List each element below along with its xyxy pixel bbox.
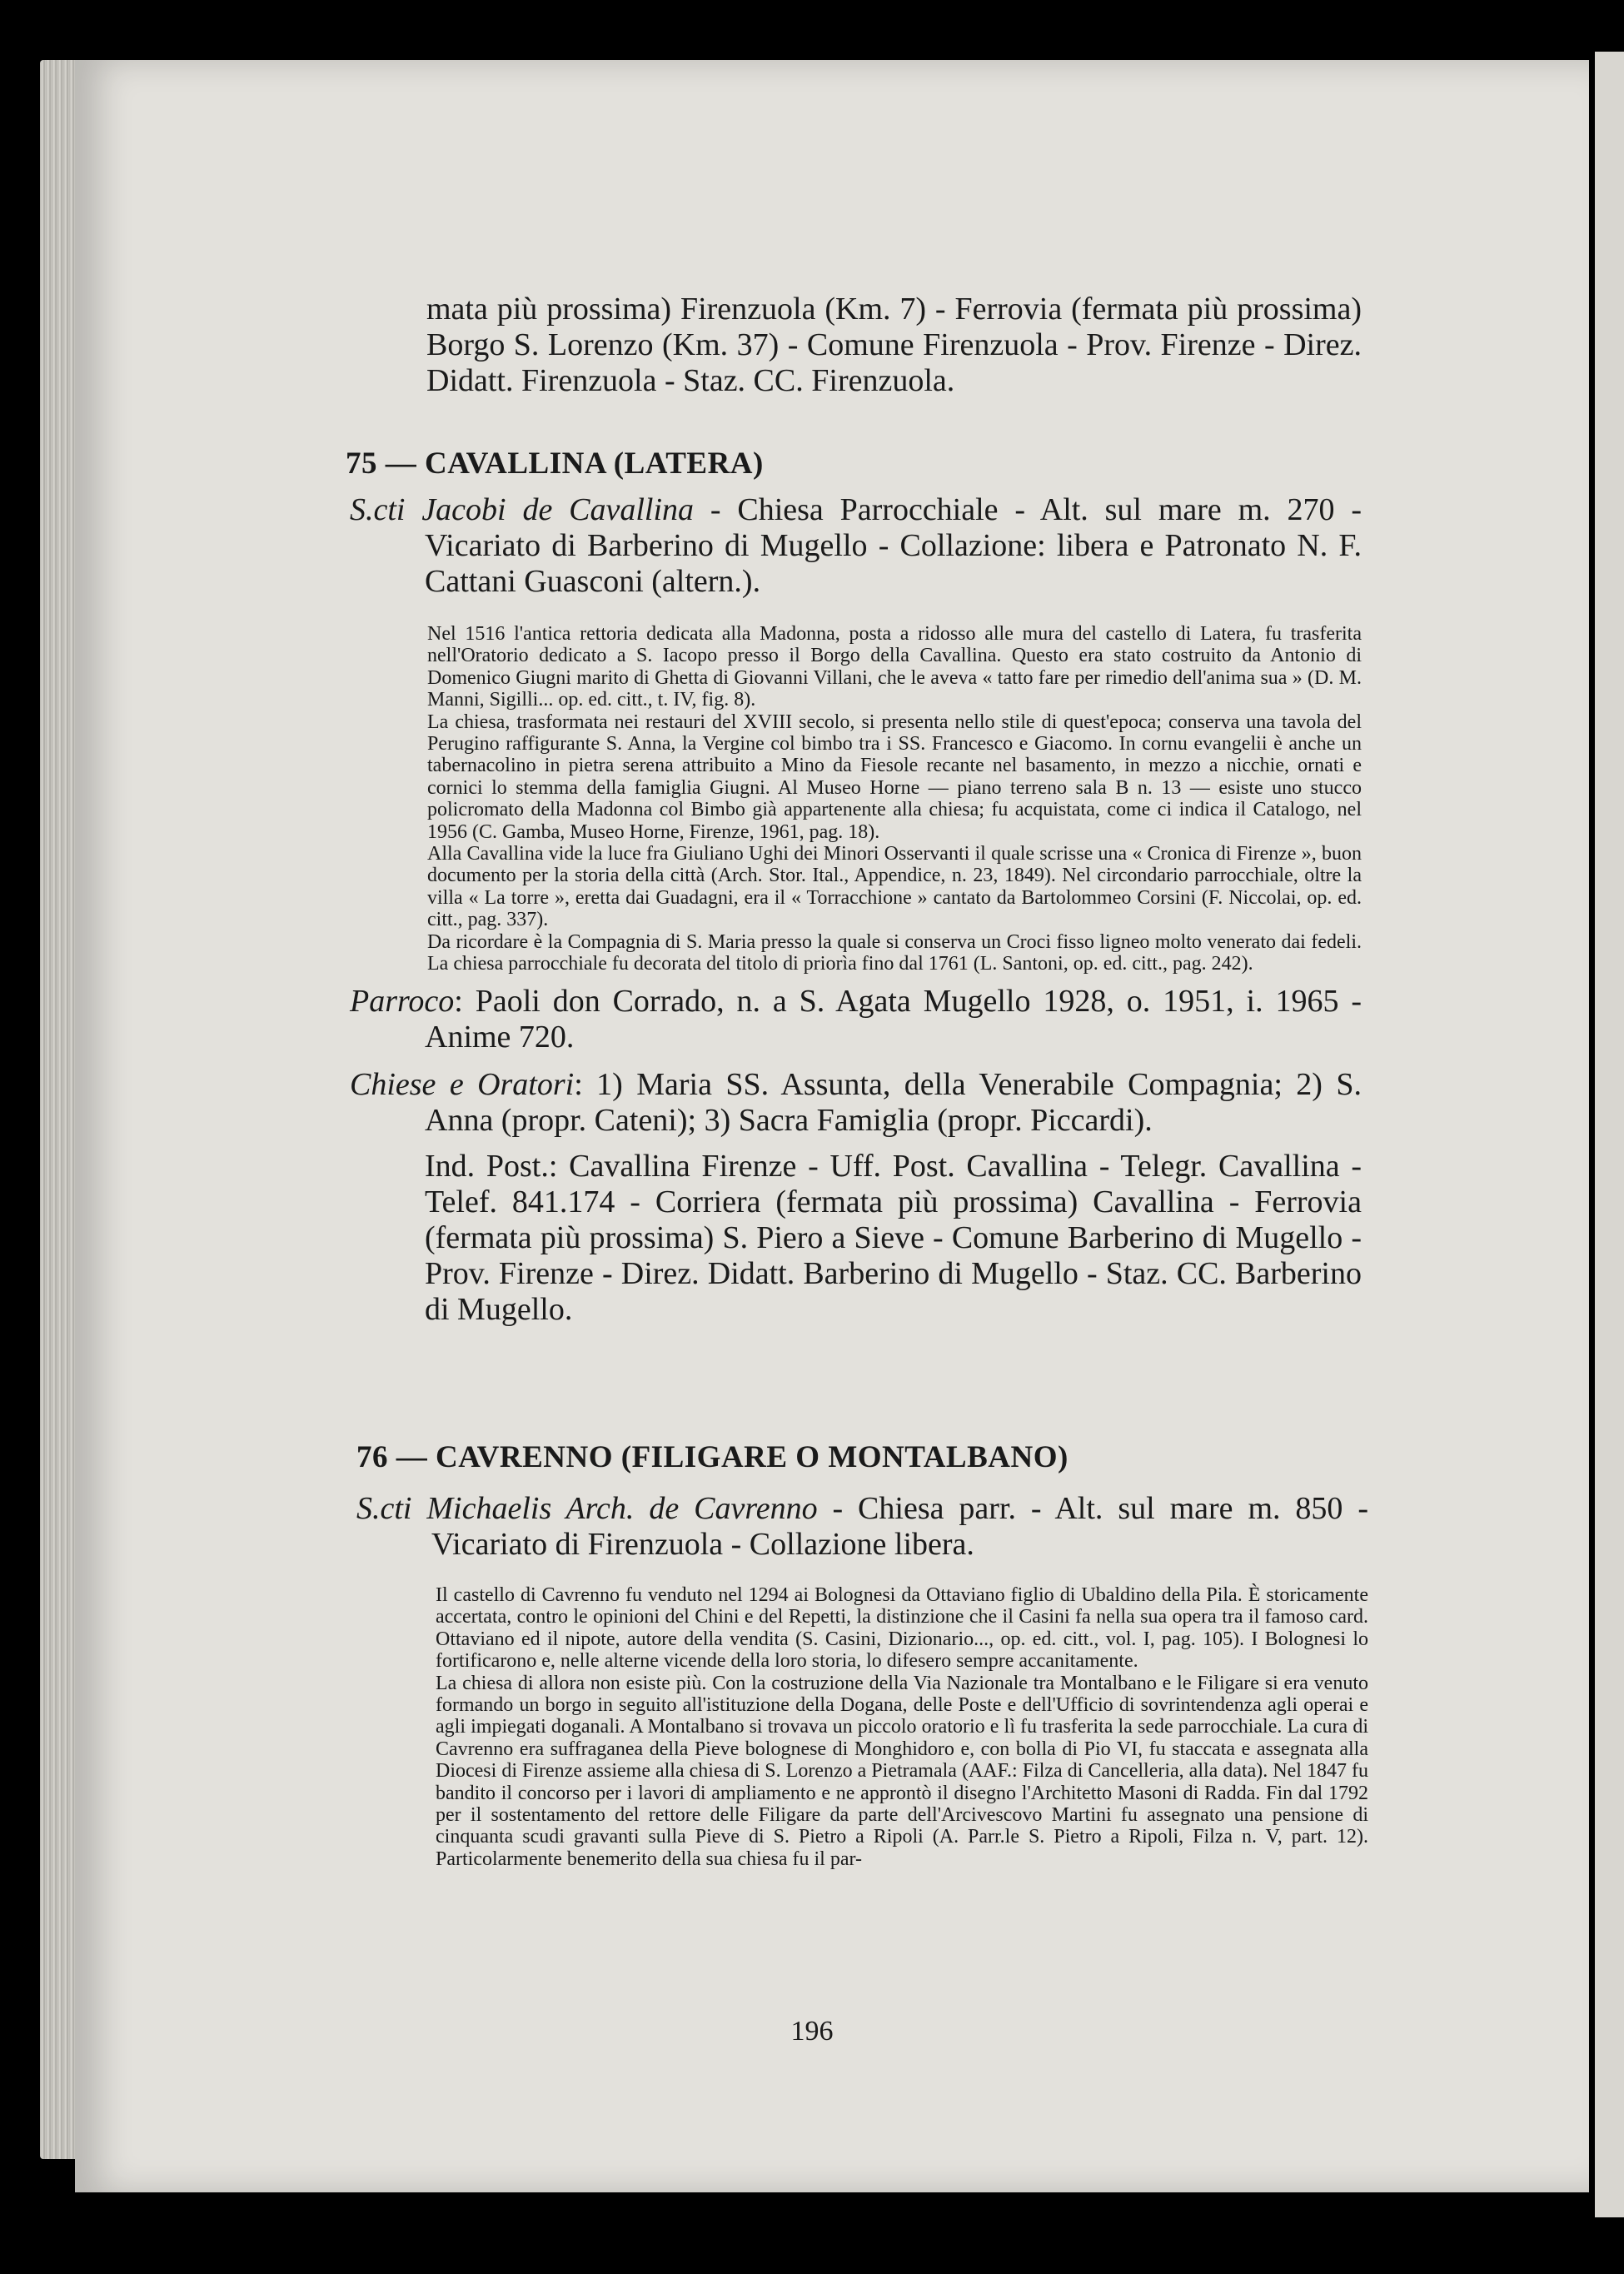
entry-75 <box>346 446 1362 1328</box>
entry-76-title <box>356 1491 1368 1563</box>
entry-76-title-rest: - Chiesa parr. - Alt. sul mare m. 850 - Vicariato di Firenzuola - Collazione libera. <box>431 1491 1368 1562</box>
entry-75-notes <box>350 623 1362 975</box>
intro-block <box>426 292 1362 399</box>
entry-76-heading: 76 — CAVRENNO (FILIGARE O MONTALBANO) <box>356 1440 1069 1474</box>
facing-page-edge <box>1595 52 1624 2217</box>
entry-75-title-italic: S.cti Jacobi de Cavallina <box>350 492 695 527</box>
entry-75-title-rest: - Chiesa Parrocchiale - Alt. sul mare m. 270 - Vicariato di Barberino di Mugello - Collazione: libera e Patronato N. F. Cattani Guasconi (altern.). <box>425 492 1362 599</box>
entry-75-title <box>350 492 1362 600</box>
entry-76 <box>356 1439 1368 1870</box>
chiese-text: : 1) Maria SS. Assunta, della Venerabile Compagnia; 2) S. Anna (propr. Cateni); 3) Sacra Famiglia (propr. Piccardi). <box>425 1066 1362 1138</box>
entry-75-note-1: Nel 1516 l'antica rettoria dedicata alla Madonna, posta a ridosso alle mura del castello di Latera, fu trasferita nell'Oratorio dedicato a S. Iacopo presso il Borgo della Cavallina. Questo era stato costruito da Antonio di Domenico Giugni marito di Ghetta di Giovanni Villani, che le aveva « tatto fare per rimedio dell'anima sua » (D. M. Manni, Sigilli... op. ed. citt., t. IV, fig. 8). <box>427 623 1362 711</box>
entry-76-title-italic: S.cti Michaelis Arch. de Cavrenno <box>356 1491 818 1526</box>
entry-75-ind-post: Ind. Post.: Cavallina Firenze - Uff. Post. Cavallina - Telegr. Cavallina - Telef. 841.174 - Corriera (fermata più prossima) Cavallina - Ferrovia (fermata più prossima) S. Piero a Sieve - Comune Barberino di Mugello - Prov. Firenze - Direz. Didatt. Barberino di Mugello - Staz. CC. Barberino di Mugello. <box>425 1148 1362 1327</box>
entry-76-note-1: Il castello di Cavrenno fu venduto nel 1294 ai Bolognesi da Ottaviano figlio di Ubaldino della Pila. È storicamente accertata, contro le opinioni del Chini e del Repetti, la distinzione che il Casini fa nella sua opera tra il famoso card. Ottaviano ed il nipote, autore della vendita (S. Casini, Dizionario..., op. ed. citt., vol. I, pag. 105). I Bolognesi lo fortificarono e, nelle alterne vicende della loro storia, lo difesero sempre accanitamente. <box>436 1584 1368 1673</box>
chiese-label: Chiese e Oratori <box>350 1066 575 1102</box>
entry-75-parroco <box>350 984 1362 1055</box>
page-number: 196 <box>790 2016 834 2047</box>
parroco-label: Parroco <box>350 983 455 1019</box>
entry-76-notes <box>356 1584 1368 1870</box>
entry-75-chiese <box>350 1067 1362 1139</box>
entry-76-note-2: La chiesa di allora non esiste più. Con la costruzione della Via Nazionale tra Montalbano e le Filigare si era venuto formando un borgo in seguito all'istituzione della Dogana, delle Poste e dell'Ufficio di sovrintendenza agli operai e agli impiegati doganali. A Montalbano si trovava un piccolo oratorio e lì fu trasferita la sede parrocchiale. La cura di Cavrenno era suffraganea della Pieve bolognese di Monghidoro e, con bolla di Pio VI, fu staccata e assegnata alla Diocesi di Firenze assieme alla chiesa di S. Lorenzo a Pietramala (AAF.: Filza di Cancelleria, alla data). Nel 1847 fu bandito il concorso per i lavori di ampliamento e ne approntò il disegno l'Architetto Masoni di Radda. Fin dal 1792 per il sostentamento del rettore delle Filigare da parte dell'Arcivescovo Martini fu assegnato una pensione di cinquanta scudi gravanti sulla Pieve di S. Pietro a Ripoli (A. Parr.le S. Pietro a Ripoli, Filza n. V, part. 12). Particolarmente benemerito della sua chiesa fu il par- <box>436 1672 1368 1870</box>
entry-75-note-3: Alla Cavallina vide la luce fra Giuliano Ughi dei Minori Osservanti il quale scrisse una « Cronica di Firenze », buon documento per la storia della città (Arch. Stor. Ital., Appendice, n. 23, 1849). Nel circondario parrocchiale, oltre la villa « La torre », eretta dai Guadagni, era il « Torracchione » cantato da Bartolommeo Corsini (F. Niccolai, op. ed. citt., pag. 337). <box>427 843 1362 931</box>
parroco-text: : Paoli don Corrado, n. a S. Agata Mugello 1928, o. 1951, i. 1965 - Anime 720. <box>425 983 1362 1055</box>
intro-text: mata più prossima) Firenzuola (Km. 7) - Ferrovia (fermata più prossima) Borgo S. Lorenzo (Km. 37) - Comune Firenzuola - Prov. Firenze - Direz. Didatt. Firenzuola - Staz. CC. Firenzuola. <box>426 292 1362 398</box>
entry-75-note-4: Da ricordare è la Compagnia di S. Maria presso la quale si conserva un Croci fisso ligneo molto venerato dai fedeli. La chiesa parrocchiale fu decorata del titolo di priorìa fino dal 1761 (L. Santoni, op. ed. citt., pag. 242). <box>427 930 1362 975</box>
entry-75-note-2: La chiesa, trasformata nei restauri del XVIII secolo, si presenta nello stile di quest'epoca; conserva una tavola del Perugino raffigurante S. Anna, la Vergine col bimbo tra i SS. Francesco e Giacomo. In cornu evangelii è anche un tabernacolino in pietra serena attribuito a Mino da Fiesole recante nel basamento, in mezzo a nicchie, ornati e cornici lo stemma della famiglia Giugni. Al Museo Horne — piano terreno sala B n. 13 — esiste uno stucco policromato della Madonna col Bimbo già appartenente alla chiesa; fu acquistata, come ci indica il Catalogo, nel 1956 (C. Gamba, Museo Horne, Firenze, 1961, pag. 18). <box>427 711 1362 843</box>
entry-75-heading: 75 — CAVALLINA (LATERA) <box>346 446 764 481</box>
